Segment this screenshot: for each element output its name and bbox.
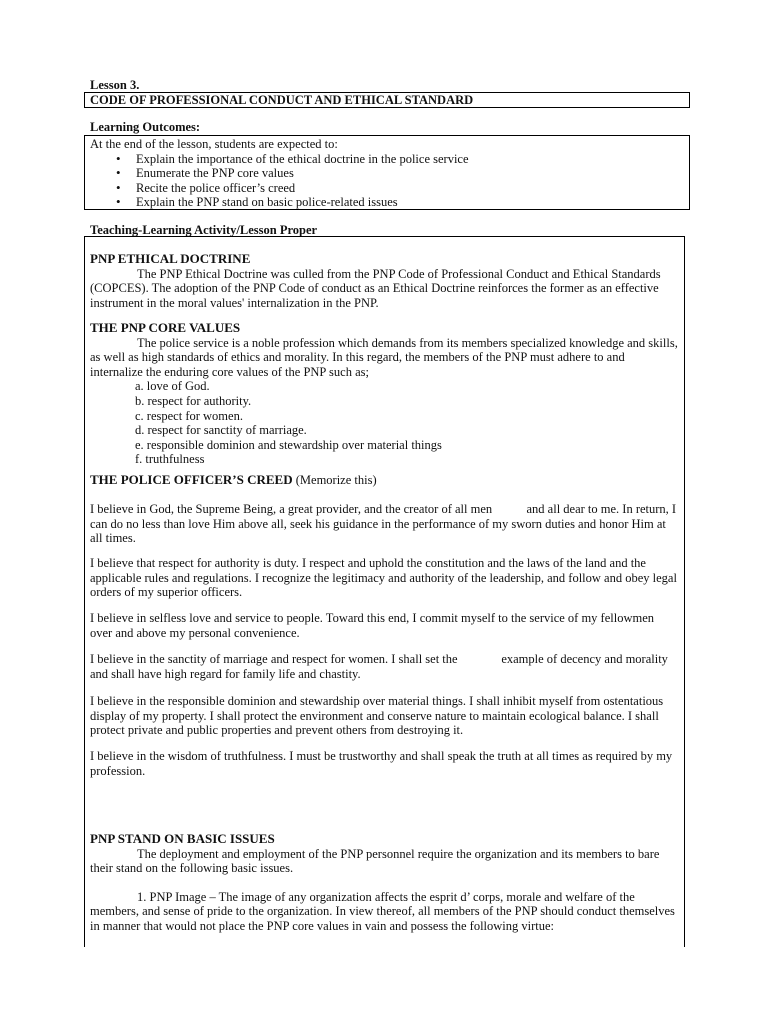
creed-paragraph-4 bbox=[90, 652, 678, 681]
creed-paragraph-5 bbox=[90, 694, 678, 738]
lesson-proper-label: Teaching-Learning Activity/Lesson Proper bbox=[90, 223, 318, 237]
core-values-paragraph: The police service is a noble profession which demands from its members specialized knowledge and skills, as well as high standards of ethics and morality. In this regard, the members of the PNP must adhere to and internalize the enduring core values of the PNP such as; bbox=[90, 335, 678, 379]
basic-issues-section bbox=[90, 832, 678, 934]
basic-issues-heading: PNP STAND ON BASIC ISSUES bbox=[90, 831, 275, 846]
list-item: • Explain the importance of the ethical doctrine in the police service bbox=[116, 152, 689, 167]
core-values-section bbox=[90, 321, 678, 467]
lesson-number: Lesson 3. bbox=[90, 78, 140, 92]
creed-heading-line bbox=[90, 473, 678, 488]
creed-paragraph-3 bbox=[90, 611, 678, 640]
list-item: • Enumerate the PNP core values bbox=[116, 166, 689, 181]
list-item: • Recite the police officer’s creed bbox=[116, 181, 689, 196]
core-value-item: f. truthfulness bbox=[135, 452, 205, 467]
creed-heading: THE POLICE OFFICER’S CREED bbox=[90, 472, 293, 487]
creed-paragraph-2 bbox=[90, 556, 678, 600]
learning-outcomes-list bbox=[90, 152, 689, 210]
creed-paragraph-6 bbox=[90, 749, 678, 778]
creed-paragraph: I believe in the wisdom of truthfulness. I must be trustworthy and shall speak the truth at all times as required by my profession. bbox=[90, 749, 673, 778]
creed-paragraph: I believe in God, the Supreme Being, a great provider, and the creator of all men and all dear to me. In return, I can do no less than love Him above all, seek his guidance in the performance of my sworn duties and honor Him at all times. bbox=[90, 502, 680, 546]
learning-outcomes-label: Learning Outcomes: bbox=[90, 120, 201, 134]
ethical-doctrine-paragraph: The PNP Ethical Doctrine was culled from the PNP Code of Professional Conduct and Ethical Standards (COPCES). The adoption of the PNP Code of conduct as an Ethical Doctrine reinforces the former as an effective instrument in the moral values' internalization in the PNP. bbox=[90, 266, 661, 310]
core-value-item: c. respect for women. bbox=[135, 408, 243, 423]
core-value-item: a. love of God. bbox=[135, 379, 210, 394]
creed-paragraph: I believe in the responsible dominion and stewardship over material things. I shall inhibit myself from ostentatious display of my property. I shall protect the environment and conserve nature to maintain ecological balance. I shall protect private and public properties and prevent others from destroying it. bbox=[90, 694, 664, 738]
creed-paragraph: I believe that respect for authority is duty. I respect and uphold the constitution and the laws of the land and the applicable rules and regulations. I recognize the legitimacy and authority of the leadership, and follow and obey legal orders of my superior officers. bbox=[90, 556, 677, 600]
creed-paragraph: I believe in selfless love and service to people. Toward this end, I commit myself to the service of my fellowmen over and above my personal convenience. bbox=[90, 611, 655, 640]
ethical-doctrine-section bbox=[90, 252, 678, 310]
list-item: • Explain the PNP stand on basic police-related issues bbox=[116, 195, 689, 210]
creed-paragraph-1 bbox=[90, 502, 678, 546]
core-value-item: b. respect for authority. bbox=[135, 393, 252, 408]
ethical-doctrine-heading: PNP ETHICAL DOCTRINE bbox=[90, 251, 251, 266]
basic-issues-paragraph: The deployment and employment of the PNP personnel require the organization and its members to bare their stand on the following basic issues. bbox=[90, 846, 660, 876]
basic-issue-item: 1. PNP Image – The image of any organization affects the esprit d’ corps, morale and welfare of the members, and sense of pride to the organization. In view thereof, all members of the PNP should conduct themselves in manner that would not place the PNP core values in vain and possess the following virtue: bbox=[90, 889, 675, 933]
creed-note: (Memorize this) bbox=[295, 473, 377, 487]
core-values-heading: THE PNP CORE VALUES bbox=[90, 320, 241, 335]
core-value-item: e. responsible dominion and stewardship over material things bbox=[135, 437, 442, 452]
creed-paragraph: I believe in the sanctity of marriage and respect for women. I shall set the example of decency and morality and shall have high regard for family life and chastity. bbox=[90, 652, 672, 681]
lesson-proper-box bbox=[84, 236, 685, 947]
core-value-item: d. respect for sanctity of marriage. bbox=[135, 423, 307, 438]
learning-outcomes-intro: At the end of the lesson, students are expected to: bbox=[90, 137, 338, 151]
learning-outcomes-box bbox=[84, 135, 690, 210]
lesson-title: CODE OF PROFESSIONAL CONDUCT AND ETHICAL STANDARD bbox=[84, 92, 690, 108]
